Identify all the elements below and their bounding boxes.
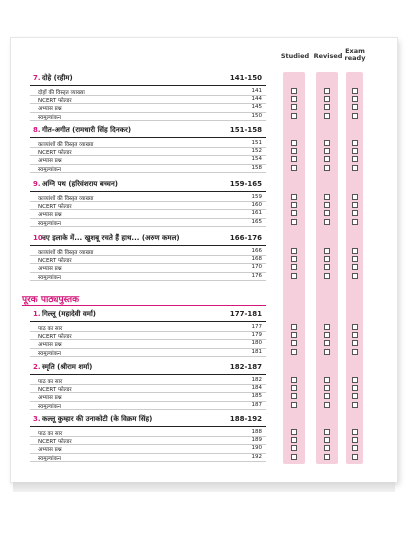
row-divider	[30, 226, 266, 227]
revised-checkbox[interactable]	[324, 140, 330, 146]
toc-row	[30, 209, 266, 217]
header-exam-ready-line1: Exam	[345, 47, 365, 55]
topic-label: अभ्यास प्रश्न	[38, 342, 62, 349]
chapter-title: नए इलाके में... खुशबू रचते हैं हाथ... (अरुण कमल)	[42, 234, 180, 242]
revised-checkbox[interactable]	[324, 385, 330, 391]
revised-checkbox[interactable]	[324, 113, 330, 119]
row-divider	[30, 461, 266, 462]
topic-page: 160	[251, 202, 262, 209]
chapter-title: स्मृति (श्रीराम शर्मा)	[42, 363, 93, 371]
topic-page: 161	[251, 210, 262, 217]
chapter-heading[interactable]	[30, 362, 266, 375]
studied-checkbox[interactable]	[291, 148, 297, 154]
studied-checkbox[interactable]	[291, 104, 297, 110]
topic-label: NCERT फोल्डर	[38, 150, 72, 157]
toc-row	[30, 436, 266, 444]
exam-ready-checkbox[interactable]	[352, 194, 358, 200]
revised-checkbox[interactable]	[324, 148, 330, 154]
topic-label: अभ्यास प्रश्न	[38, 106, 62, 113]
exam-ready-checkbox[interactable]	[352, 349, 358, 355]
topic-label: काव्यांशों की विस्तृत व्याख्या	[38, 250, 94, 256]
exam-ready-checkbox[interactable]	[352, 140, 358, 146]
topic-label: अभ्यास प्रश्न	[38, 266, 62, 273]
topic-label: स्वमूल्यांकन	[38, 220, 61, 227]
topic-label: NCERT फोल्डर	[38, 98, 72, 105]
exam-ready-checkbox[interactable]	[352, 402, 358, 408]
chapter-title: गीत-अगीत (रामधारी सिंह दिनकर)	[42, 126, 132, 134]
chapter-page-range: 166-176	[229, 234, 262, 242]
toc-row	[30, 247, 266, 255]
studied-checkbox[interactable]	[291, 332, 297, 338]
topic-page: 170	[251, 264, 262, 271]
exam-ready-checkbox[interactable]	[352, 248, 358, 254]
toc-row	[30, 348, 266, 356]
exam-ready-checkbox[interactable]	[352, 324, 358, 330]
header-studied: Studied	[280, 52, 310, 60]
topic-label: स्वमूल्यांकन	[38, 274, 61, 281]
revised-checkbox[interactable]	[324, 202, 330, 208]
studied-checkbox[interactable]	[291, 165, 297, 171]
topic-page: 159	[251, 194, 262, 200]
toc-row	[30, 323, 266, 331]
topic-label: पाठ का सार	[38, 379, 63, 385]
toc-row	[30, 376, 266, 384]
exam-ready-checkbox[interactable]	[352, 385, 358, 391]
studied-checkbox[interactable]	[291, 194, 297, 200]
toc-row	[30, 255, 266, 263]
chapter-heading[interactable]	[30, 414, 266, 427]
exam-ready-checkbox[interactable]	[352, 219, 358, 225]
revised-checkbox[interactable]	[324, 340, 330, 346]
toc-row	[30, 392, 266, 400]
topic-page: 154	[251, 156, 262, 163]
topic-page: 192	[251, 453, 262, 460]
topic-label: दोहों की विस्तृत व्याख्या	[38, 90, 85, 96]
exam-ready-checkbox[interactable]	[352, 273, 358, 279]
toc-row	[30, 428, 266, 436]
studied-checkbox[interactable]	[291, 96, 297, 102]
topic-page: 145	[251, 104, 262, 111]
studied-checkbox[interactable]	[291, 210, 297, 216]
revised-checkbox[interactable]	[324, 104, 330, 110]
revised-checkbox[interactable]	[324, 156, 330, 162]
revised-checkbox[interactable]	[324, 393, 330, 399]
topic-page: 179	[251, 332, 262, 339]
exam-ready-checkbox[interactable]	[352, 332, 358, 338]
topic-label: NCERT फोल्डर	[38, 204, 72, 211]
topic-page: 165	[251, 218, 262, 225]
topic-page: 144	[251, 96, 262, 103]
exam-ready-checkbox[interactable]	[352, 340, 358, 346]
revised-checkbox[interactable]	[324, 194, 330, 200]
row-divider	[30, 280, 266, 281]
topic-label: अभ्यास प्रश्न	[38, 447, 62, 454]
chapter-number: 1.	[33, 310, 41, 318]
toc-row	[30, 155, 266, 163]
toc-row	[30, 95, 266, 103]
row-divider	[30, 120, 266, 121]
section-divider	[22, 305, 266, 306]
topic-page: 166	[251, 248, 262, 254]
topic-page: 180	[251, 340, 262, 347]
revised-checkbox[interactable]	[324, 445, 330, 451]
topic-label: स्वमूल्यांकन	[38, 166, 61, 173]
exam-ready-checkbox[interactable]	[352, 156, 358, 162]
topic-label: NCERT फोल्डर	[38, 439, 72, 446]
topic-page: 150	[251, 112, 262, 119]
topic-page: 187	[251, 401, 262, 408]
toc-row	[30, 401, 266, 409]
topic-label: काव्यांशों की विस्तृत व्याख्या	[38, 196, 94, 202]
exam-ready-checkbox[interactable]	[352, 210, 358, 216]
exam-ready-checkbox[interactable]	[352, 377, 358, 383]
chapter-number: 9.	[33, 180, 41, 188]
chapter-title: कल्लू कुम्हार की उनाकोटी (के विक्रम सिंह)	[42, 415, 153, 423]
toc-row	[30, 201, 266, 209]
chapter-heading[interactable]	[30, 309, 266, 322]
revised-checkbox[interactable]	[324, 165, 330, 171]
topic-page: 151	[251, 140, 262, 146]
studied-checkbox[interactable]	[291, 140, 297, 146]
topic-label: पाठ का सार	[38, 431, 63, 437]
studied-checkbox[interactable]	[291, 248, 297, 254]
toc-row	[30, 263, 266, 271]
studied-checkbox[interactable]	[291, 385, 297, 391]
exam-ready-checkbox[interactable]	[352, 437, 358, 443]
studied-checkbox[interactable]	[291, 393, 297, 399]
toc-row	[30, 164, 266, 172]
topic-page: 181	[251, 348, 262, 355]
topic-label: अभ्यास प्रश्न	[38, 395, 62, 402]
topic-label: स्वमूल्यांकन	[38, 350, 61, 357]
revised-checkbox[interactable]	[324, 377, 330, 383]
header-exam-ready	[344, 48, 366, 62]
revised-checkbox[interactable]	[324, 349, 330, 355]
revised-checkbox[interactable]	[324, 402, 330, 408]
studied-checkbox[interactable]	[291, 445, 297, 451]
chapter-title: गिल्लू (महादेवी वर्मा)	[42, 310, 96, 318]
row-divider	[30, 356, 266, 357]
studied-checkbox[interactable]	[291, 273, 297, 279]
studied-checkbox[interactable]	[291, 340, 297, 346]
topic-label: NCERT फोल्डर	[38, 334, 72, 341]
studied-checkbox[interactable]	[291, 202, 297, 208]
toc-row	[30, 87, 266, 95]
exam-ready-checkbox[interactable]	[352, 256, 358, 262]
chapter-page-range: 188-192	[229, 415, 262, 423]
topic-page: 176	[251, 272, 262, 279]
revised-checkbox[interactable]	[324, 248, 330, 254]
page-edge	[13, 482, 395, 492]
revised-checkbox[interactable]	[324, 324, 330, 330]
revised-checkbox[interactable]	[324, 256, 330, 262]
revised-checkbox[interactable]	[324, 88, 330, 94]
toc-row	[30, 384, 266, 392]
exam-ready-checkbox[interactable]	[352, 264, 358, 270]
studied-checkbox[interactable]	[291, 88, 297, 94]
chapter-number: 8.	[33, 126, 41, 134]
revised-checkbox[interactable]	[324, 264, 330, 270]
topic-label: स्वमूल्यांकन	[38, 114, 61, 121]
topic-page: 177	[251, 324, 262, 330]
header-exam-ready-line2: ready	[344, 54, 366, 62]
row-divider	[30, 409, 266, 410]
studied-checkbox[interactable]	[291, 402, 297, 408]
topic-label: पाठ का सार	[38, 326, 63, 332]
revised-checkbox[interactable]	[324, 96, 330, 102]
studied-checkbox[interactable]	[291, 156, 297, 162]
revised-checkbox[interactable]	[324, 210, 330, 216]
chapter-heading[interactable]	[30, 233, 266, 246]
topic-label: NCERT फोल्डर	[38, 258, 72, 265]
chapter-heading[interactable]	[30, 73, 266, 86]
topic-page: 168	[251, 256, 262, 263]
studied-checkbox[interactable]	[291, 454, 297, 460]
studied-checkbox[interactable]	[291, 324, 297, 330]
topic-page: 184	[251, 385, 262, 392]
revised-checkbox[interactable]	[324, 273, 330, 279]
revised-checkbox[interactable]	[324, 219, 330, 225]
revised-checkbox[interactable]	[324, 332, 330, 338]
chapter-page-range: 177-181	[229, 310, 262, 318]
topic-page: 190	[251, 445, 262, 452]
topic-page: 152	[251, 148, 262, 155]
chapter-heading[interactable]	[30, 179, 266, 192]
chapter-page-range: 159-165	[229, 180, 262, 188]
chapter-number: 7.	[33, 74, 41, 82]
exam-ready-checkbox[interactable]	[352, 113, 358, 119]
row-divider	[30, 172, 266, 173]
exam-ready-checkbox[interactable]	[352, 393, 358, 399]
toc-row	[30, 193, 266, 201]
chapter-page-range: 141-150	[229, 74, 262, 82]
topic-page: 141	[251, 88, 262, 94]
exam-ready-checkbox[interactable]	[352, 445, 358, 451]
exam-ready-checkbox[interactable]	[352, 429, 358, 435]
toc-row	[30, 272, 266, 280]
toc-row	[30, 444, 266, 452]
chapter-title: अग्नि पथ (हरिवंशराय बच्चन)	[42, 180, 118, 188]
toc-row	[30, 139, 266, 147]
chapter-number: 2.	[33, 363, 41, 371]
chapter-page-range: 151-158	[229, 126, 262, 134]
topic-page: 189	[251, 437, 262, 444]
topic-label: स्वमूल्यांकन	[38, 403, 61, 410]
exam-ready-checkbox[interactable]	[352, 454, 358, 460]
exam-ready-checkbox[interactable]	[352, 96, 358, 102]
exam-ready-checkbox[interactable]	[352, 104, 358, 110]
exam-ready-checkbox[interactable]	[352, 165, 358, 171]
toc-row	[30, 339, 266, 347]
topic-page: 182	[251, 377, 262, 383]
studied-checkbox[interactable]	[291, 349, 297, 355]
exam-ready-checkbox[interactable]	[352, 202, 358, 208]
exam-ready-checkbox[interactable]	[352, 148, 358, 154]
section-title: पूरक पाठ्यपुस्तक	[22, 295, 80, 305]
topic-label: NCERT फोल्डर	[38, 387, 72, 394]
toc-row	[30, 453, 266, 461]
topic-label: स्वमूल्यांकन	[38, 455, 61, 462]
toc-row	[30, 147, 266, 155]
topic-page: 158	[251, 164, 262, 171]
studied-checkbox[interactable]	[291, 377, 297, 383]
topic-label: अभ्यास प्रश्न	[38, 212, 62, 219]
toc-row	[30, 218, 266, 226]
toc-row	[30, 331, 266, 339]
chapter-title: दोहे (रहीम)	[42, 74, 73, 82]
topic-label: काव्यांशों की विस्तृत व्याख्या	[38, 142, 94, 148]
studied-checkbox[interactable]	[291, 264, 297, 270]
exam-ready-checkbox[interactable]	[352, 88, 358, 94]
header-revised: Revised	[313, 52, 343, 60]
topic-page: 188	[251, 429, 262, 435]
chapter-heading[interactable]	[30, 125, 266, 138]
studied-checkbox[interactable]	[291, 113, 297, 119]
chapter-number: 3.	[33, 415, 41, 423]
studied-checkbox[interactable]	[291, 429, 297, 435]
studied-checkbox[interactable]	[291, 256, 297, 262]
topic-label: अभ्यास प्रश्न	[38, 158, 62, 165]
topic-page: 185	[251, 393, 262, 400]
revised-checkbox[interactable]	[324, 437, 330, 443]
toc-row	[30, 112, 266, 120]
studied-checkbox[interactable]	[291, 219, 297, 225]
studied-checkbox[interactable]	[291, 437, 297, 443]
chapter-number: 10.	[33, 234, 46, 242]
revised-checkbox[interactable]	[324, 429, 330, 435]
toc-row	[30, 103, 266, 111]
revised-checkbox[interactable]	[324, 454, 330, 460]
chapter-page-range: 182-187	[229, 363, 262, 371]
